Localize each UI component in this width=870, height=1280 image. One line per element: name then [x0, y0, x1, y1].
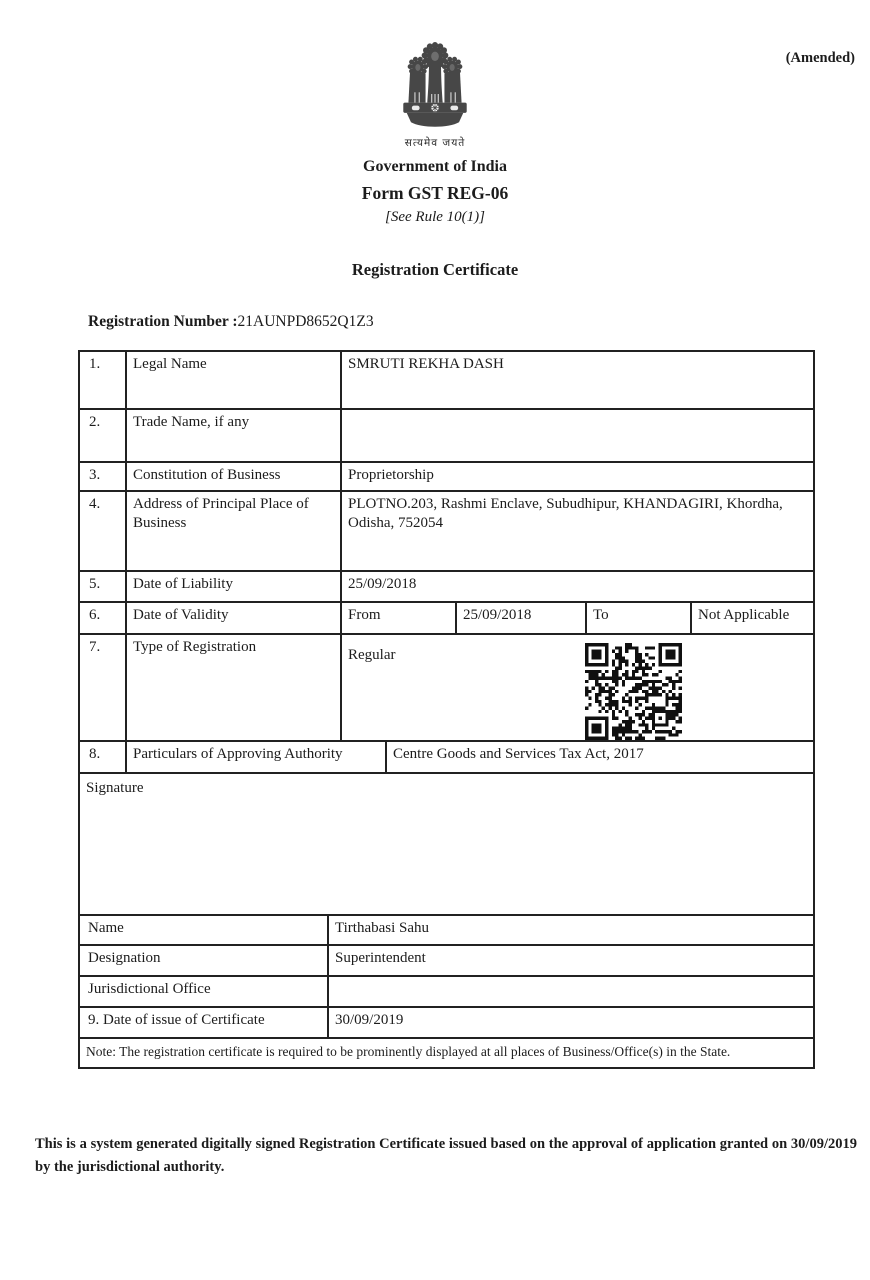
row-number: 4.	[89, 496, 101, 512]
footer-statement: This is a system generated digitally signed Registration Certificate issued based on the approval of application granted on 30/09/2019 by the jurisdictional authority.	[35, 1136, 857, 1176]
row-label: Jurisdictional Office	[88, 981, 211, 997]
row-label: Particulars of Approving Authority	[125, 742, 385, 772]
registration-number-line	[88, 313, 374, 331]
certificate-table	[78, 350, 815, 1069]
row-label: Name	[88, 920, 124, 936]
row-value: 25/09/2018	[340, 572, 813, 601]
qr-code	[585, 643, 682, 740]
row-value: PLOTNO.203, Rashmi Enclave, Subudhipur, KHANDAGIRI, Khordha, Odisha, 752054	[340, 492, 813, 570]
row-value	[340, 635, 813, 740]
table-row-address	[80, 490, 813, 570]
table-row-constitution	[80, 461, 813, 490]
row-label: 9. Date of issue of Certificate	[88, 1012, 265, 1028]
row-label: Trade Name, if any	[125, 410, 340, 461]
table-row-trade-name	[80, 408, 813, 461]
row-value: Proprietorship	[340, 463, 813, 490]
row-label: Designation	[88, 950, 161, 966]
row-number: 7.	[89, 639, 101, 655]
row-number: 8.	[89, 746, 101, 762]
row-date-of-issue	[80, 1006, 813, 1037]
row-number: 6.	[89, 607, 101, 623]
row-value	[327, 977, 813, 1006]
validity-from-value: 25/09/2018	[455, 603, 585, 633]
row-value: Tirthabasi Sahu	[327, 916, 813, 944]
row-label: Date of Validity	[125, 603, 340, 633]
row-label: Constitution of Business	[125, 463, 340, 490]
note-text: Note: The registration certificate is required to be prominently displayed at all places of Business/Office(s) in the State.	[86, 1044, 731, 1059]
row-value: Centre Goods and Services Tax Act, 2017	[385, 742, 813, 772]
row-value: SMRUTI REKHA DASH	[340, 352, 813, 408]
table-row-type-of-registration	[80, 633, 813, 740]
ashoka-emblem-icon	[392, 117, 478, 134]
table-row-legal-name	[80, 352, 813, 408]
signature-label: Signature	[86, 780, 144, 796]
officer-row-jurisdictional-office	[80, 975, 813, 1006]
validity-to-value: Not Applicable	[690, 603, 813, 633]
row-number: 1.	[89, 356, 101, 372]
officer-row-name	[80, 914, 813, 944]
note-row	[80, 1037, 813, 1067]
amended-label: (Amended)	[785, 50, 855, 66]
row-number: 3.	[89, 467, 101, 483]
row-number: 5.	[89, 576, 101, 592]
row-label: Type of Registration	[125, 635, 340, 740]
registration-number-value: 21AUNPD8652Q1Z3	[237, 313, 374, 330]
signature-row	[80, 772, 813, 914]
row-label: Address of Principal Place of Business	[125, 492, 340, 570]
row-value	[340, 410, 813, 461]
registration-number-label: Registration Number :	[88, 313, 238, 330]
validity-from-label: From	[348, 607, 381, 623]
table-row-date-of-liability	[80, 570, 813, 601]
certificate-title: Registration Certificate	[351, 260, 519, 279]
table-row-approving-authority	[80, 740, 813, 772]
row-value: Superintendent	[327, 946, 813, 975]
rule-reference: [See Rule 10(1)]	[385, 209, 485, 225]
emblem-block	[392, 34, 478, 150]
table-row-date-of-validity	[80, 601, 813, 633]
officer-row-designation	[80, 944, 813, 975]
government-title: Government of India	[363, 158, 507, 175]
validity-cells	[340, 603, 813, 633]
row-label: Legal Name	[125, 352, 340, 408]
row-value: 30/09/2019	[327, 1008, 813, 1037]
form-title: Form GST REG-06	[361, 183, 509, 203]
validity-to-label: To	[585, 603, 690, 633]
emblem-caption: सत्यमेव जयते	[404, 137, 466, 149]
row-number: 2.	[89, 414, 101, 430]
registration-type-value: Regular	[348, 647, 396, 663]
row-label: Date of Liability	[125, 572, 340, 601]
